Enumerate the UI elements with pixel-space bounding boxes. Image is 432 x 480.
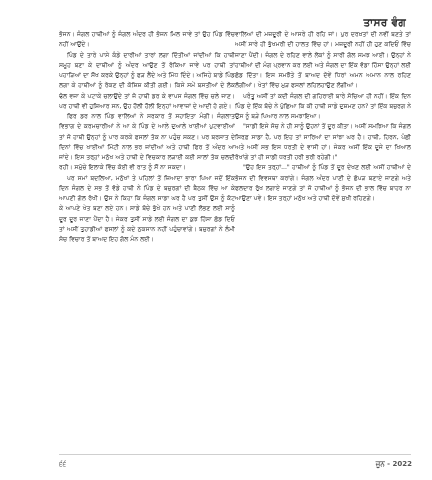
paragraph: ਪਿੰਡ ਦੇ ਤਾਰੇ ਪਾਸੇ ਕੰਡੇ ਦਾਰੀਆਂ ਤਾਰਾਂ ਲਗਾ ਦਿੱਤੀਆਂ ਜਾਂਦੀਆਂ ਕਿ ਹਾਥੀ ਸਮੂਹ ਬਣਾ ਕੇ ਦਾਥੀਆਂ ਨੂੰ ਅੰਦਰ ਆਉਣ ਤੋਂ ਰੋਕਿਆ ਜਾਵੇ ਪਰ ਹਾਥੀ ਤਾਂ ਪਹਾੜਿਆਂ ਦਾ ਸੌਖ ਕਰਕੇ ਉਨ੍ਹਾਂ ਨੂੰ ਫੜ ਲੈਂਦੇ ਅਤੇ ਮਿੱਧ ਦਿੰਦੇ। ਅਜਿਹੇ ਬਾਡੇ ਪਿੰਡ ਲਗਾ ਕੇ ਹਾਥੀਆਂ ਨੂੰ ਰੋਕਣ ਦੀ ਕੋਸ਼ਿਸ਼ ਕੀਤੀ ਗਈ। ਕਿਸੇ ਸਮੇਂ ਬਸਤੀਆਂ ਦੇ ਲੋਕ ਢੋਲ ਵਜਾ ਕੇ ਪਟਾਕੇ ਚਲਾਉਂਦੇ ਤਾਂ ਜੋ ਹਾਥੀ ਡਰ ਕੇ ਵਾਪਸ ਜੰਗਲ ਵਿੱਚ ਚਲੇ ਜਾਣ। ਪਰ ਹਾਥੀ ਵੀ ਹੁਸ਼ਿਆਰ ਸਨ, ਉਹ ਹੌਲੀ ਹੌਲੀ ਇਨ੍ਹਾਂ ਆਵਾਜ਼ਾਂ ਦੇ ਆਦੀ ਹੋ ਗਏ। xyxy=(59,51,235,110)
footer-divider xyxy=(59,454,411,455)
running-header: ਤਾਸਰ ਵੰਗ xyxy=(363,17,406,29)
paragraph: ਪਰ ਸਮਾਂ ਬਦਲਿਆ, ਮਨੁੱਖਾਂ ਤੇ ਪਹਿਲਾਂ ਤੋਂ ਜ਼ਿਆਦਾ ਭਾਰਾ ਪਿਆ ਜਦੋਂ ਇੱਕ ਦਿਨ ਜੰਗਲ ਦੇ ਸਭ ਤੋਂ ਵੱਡੇ ਹਾਥੀ ਨੇ ਪਿੰਡ ਦੇ ਬਜ਼ੁਰਗਾਂ ਦੀ ਬੈਠਕ ਵਿੱਚ ਆ ਕੇ ਆਪਣੀ ਗੱਲ ਰੱਖੀ। ਉਸ ਨੇ ਕਿਹਾ ਕਿ ਜੰਗਲ ਸਾਡਾ ਘਰ ਹੈ ਪਰ ਤੁਸੀਂ ਉਸ ਨੂੰ ਕੱਟ ਕੇ ਆਪਣੇ ਖੇਤ ਬਣਾ ਲਏ ਹਨ। ਸਾਡੇ ਬੱਚੇ ਭੁੱਖੇ ਹਨ ਅਤੇ ਪਾਣੀ ਲੱਭਣ ਲਈ ਸਾਨੂੰ ਦੂਰ ਦੂਰ ਜਾਣਾ ਪੈਂਦਾ ਹੈ। ਜੇਕਰ ਤੁਸੀਂ ਸਾਡੇ ਲਈ ਜੰਗਲ ਦਾ ਕੁਝ ਹਿੱਸਾ ਛੱਡ ਦਿਓ ਤਾਂ ਅਸੀਂ ਤੁਹਾਡੀਆਂ ਫਸਲਾਂ ਨੂੰ ਕਦੇ ਨੁਕਸਾਨ ਨਹੀਂ ਪਹੁੰਚਾਵਾਂਗੇ। ਬਜ਼ੁਰਗਾਂ ਨੇ ਲੰਮੀ ਸੋਚ ਵਿਚਾਰ ਤੋਂ ਬਾਅਦ ਇਹ ਗੱਲ ਮੰਨ ਲਈ। xyxy=(59,174,235,243)
paragraph: ਪਰੰਤੂ ਅਸੀਂ ਤਾਂ ਕਦੀ ਜੰਗਲ ਦੀ ਗਹਿਰਾਈ ਬਾਰੇ ਸੋਚਿਆ ਹੀ ਨਹੀਂ। ਇੱਕ ਦਿਨ ਪਿੰਡ ਦੇ ਇੱਕ ਬੱਚੇ ਨੇ ਪੁੱਛਿਆ ਕਿ ਕੀ ਹਾਥੀ ਸਾਡੇ ਦੁਸ਼ਮਣ ਹਨ? ਤਾਂ ਇੱਕ ਬਜ਼ੁਰਗ ਨੇ ਉਸ ਨੂੰ ਬੜੇ ਪਿਆਰ ਨਾਲ ਸਮਝਾਇਆ। xyxy=(235,92,411,120)
issue-date: ਜੂਨ - 2022 xyxy=(375,460,412,468)
right-text-column xyxy=(235,30,411,448)
paragraph: "ਸਾਡੀ ਇਸੇ ਸੋਚ ਨੇ ਹੀ ਸਾਨੂੰ ਉਹਨਾਂ ਤੋਂ ਦੂਰ ਕੀਤਾ। ਅਸੀਂ ਸਮਝਿਆ ਕਿ ਜੰਗਲ ਸਿਰਫ਼ ਸਾਡਾ ਹੈ, ਪਰ ਇਹ ਤਾਂ ਸਾਰਿਆਂ ਦਾ ਸਾਂਝਾ ਘਰ ਹੈ। ਹਾਥੀ, ਹਿਰਨ, ਪੰਛੀ ਅਤੇ ਅਸੀਂ ਸਭ ਇਸ ਧਰਤੀ ਦੇ ਵਾਸੀ ਹਾਂ। ਜੇਕਰ ਅਸੀਂ ਇੱਕ ਦੂਜੇ ਦਾ ਖਿਆਲ ਰੱਖਾਂਗੇ ਤਾਂ ਹੀ ਸਾਡੀ ਧਰਤੀ ਹਰੀ ਭਰੀ ਰਹੇਗੀ।" xyxy=(235,123,411,161)
page-number: ੬੬ xyxy=(59,460,67,468)
paragraph: ਵਾਲਿਆਂ ਦੀ ਮਜ਼ਦੂਰੀ ਦੇ ਆਸਰੇ ਹੀ ਰਹਿ ਜਾਂ। ਪੁਰ ਦਰਖ਼ਤਾਂ ਦੀ ਨਵੀਂ ਬਣਤੇ ਤਾਂ ਅਸੀਂ ਸਾਰੇ ਹੀ ਭੁੱਖਮਰੀ ਦੀ ਹਾਲਤ ਵਿੱਚ ਹਾਂ। ਮਜ਼ਦੂਰੀ ਨਹੀਂ ਹੀ ਹੁਣ ਕਦਿਓਂ ਵਿੱਚ ਜਾਣਾ ਪੈਂਦੀ। ਜੰਗਲ ਦੇ ਰਹਿਣ ਵਾਲੇ ਲੋਕਾਂ ਨੂੰ ਸਾਰੀ ਗੱਲ ਸਮਝ ਆਈ। ਉਨ੍ਹਾਂ ਨੇ ਹਾਥੀਆਂ ਦੀ ਮੰਗ ਪ੍ਰਵਾਨ ਕਰ ਲਈ ਅਤੇ ਜੰਗਲ ਦਾ ਇੱਕ ਵੱਡਾ ਹਿੱਸਾ ਉਨ੍ਹਾਂ ਲਈ ਛੱਡ ਦਿੱਤਾ। ਇਸ ਸਮਝੌਤੇ ਤੋਂ ਬਾਅਦ ਦੋਵੇਂ ਧਿਰਾਂ ਅਮਨ ਅਮਾਨ ਨਾਲ ਰਹਿਣ ਲੱਗੀਆਂ। ਖੇਤਾਂ ਵਿੱਚ ਮੁੜ ਫਸਲਾਂ ਲਹਿਲਹਾਉਣ ਲੱਗੀਆਂ। xyxy=(235,31,411,90)
left-text-column xyxy=(59,30,235,448)
paragraph: ਭੋਜਨ। ਜੰਗਲ ਹਾਥੀਆਂ ਨੂੰ ਜੰਗਲ ਅੰਦਰ ਹੀ ਭੋਜਨ ਮਿਲ ਜਾਵੇ ਤਾਂ ਉਹ ਪਿੰਡ ਵਿੱਚ ਨਹੀਂ ਆਉਂਦੇ। xyxy=(59,31,235,49)
paragraph: "ਉਹ ਇਸ ਤਰ੍ਹਾਂ..." ਹਾਥੀਆਂ ਨੂੰ ਪਿੰਡ ਤੋਂ ਦੂਰ ਦੇਖਣ ਲਈ ਅਸੀਂ ਹਾਥੀਆਂ ਦੇ ਭੋਜਨ ਦੀ ਵਿਵਸਥਾ ਕਰਾਂਗੇ। ਜੰਗਲ ਅੰਦਰ ਪਾਣੀ ਦੇ ਛੱਪੜ ਬਣਾਏ ਜਾਣਗੇ ਅਤੇ ਫਲਦਾਰ ਰੁੱਖ ਲਗਾਏ ਜਾਣਗੇ ਤਾਂ ਜੋ ਹਾਥੀਆਂ ਨੂੰ ਭੋਜਨ ਦੀ ਭਾਲ ਵਿੱਚ ਬਾਹਰ ਨਾ ਆਉਣਾ ਪਵੇ। ਇਸ ਤਰ੍ਹਾਂ ਮਨੁੱਖ ਅਤੇ ਹਾਥੀ ਦੋਵੇਂ ਸੁਖੀ ਰਹਿਣਗੇ। xyxy=(235,164,411,202)
paragraph: ਫਿਰ ਡਰ ਨਾਲ ਪਿੰਡ ਵਾਲਿਆਂ ਨੇ ਸਰਕਾਰ ਤੋਂ ਸਹਾਇਤਾ ਮੰਗੀ। ਜੰਗਲਾਤ ਵਿਭਾਗ ਦੇ ਕਰਮਚਾਰੀਆਂ ਨੇ ਆ ਕੇ ਪਿੰਡ ਦੇ ਆਲੇ ਦੁਆਲੇ ਖਾਈਆਂ ਪੁਟਵਾਈਆਂ ਤਾਂ ਜੋ ਹਾਥੀ ਉਨ੍ਹਾਂ ਨੂੰ ਪਾਰ ਕਰਕੇ ਫਸਲਾਂ ਤੱਕ ਨਾ ਪਹੁੰਚ ਸਕਣ। ਪਰ ਬਰਸਾਤ ਦੇ ਦਿਨਾਂ ਵਿੱਚ ਖਾਈਆਂ ਮਿੱਟੀ ਨਾਲ ਭਰ ਜਾਂਦੀਆਂ ਅਤੇ ਹਾਥੀ ਫਿਰ ਤੋਂ ਅੰਦਰ ਆ ਜਾਂਦੇ। ਇਸ ਤਰ੍ਹਾਂ ਮਨੁੱਖ ਅਤੇ ਹਾਥੀ ਦੇ ਵਿਚਕਾਰ ਲੜਾਈ ਕਈ ਸਾਲਾਂ ਤੱਕ ਚਲਦੀ ਰਹੀ। ਸਮੁੱਚੇ ਇਲਾਕੇ ਵਿੱਚ ਕੋਈ ਵੀ ਰਾਤ ਨੂੰ ਸੌਂ ਨਾ ਸਕਦਾ। xyxy=(59,113,235,172)
